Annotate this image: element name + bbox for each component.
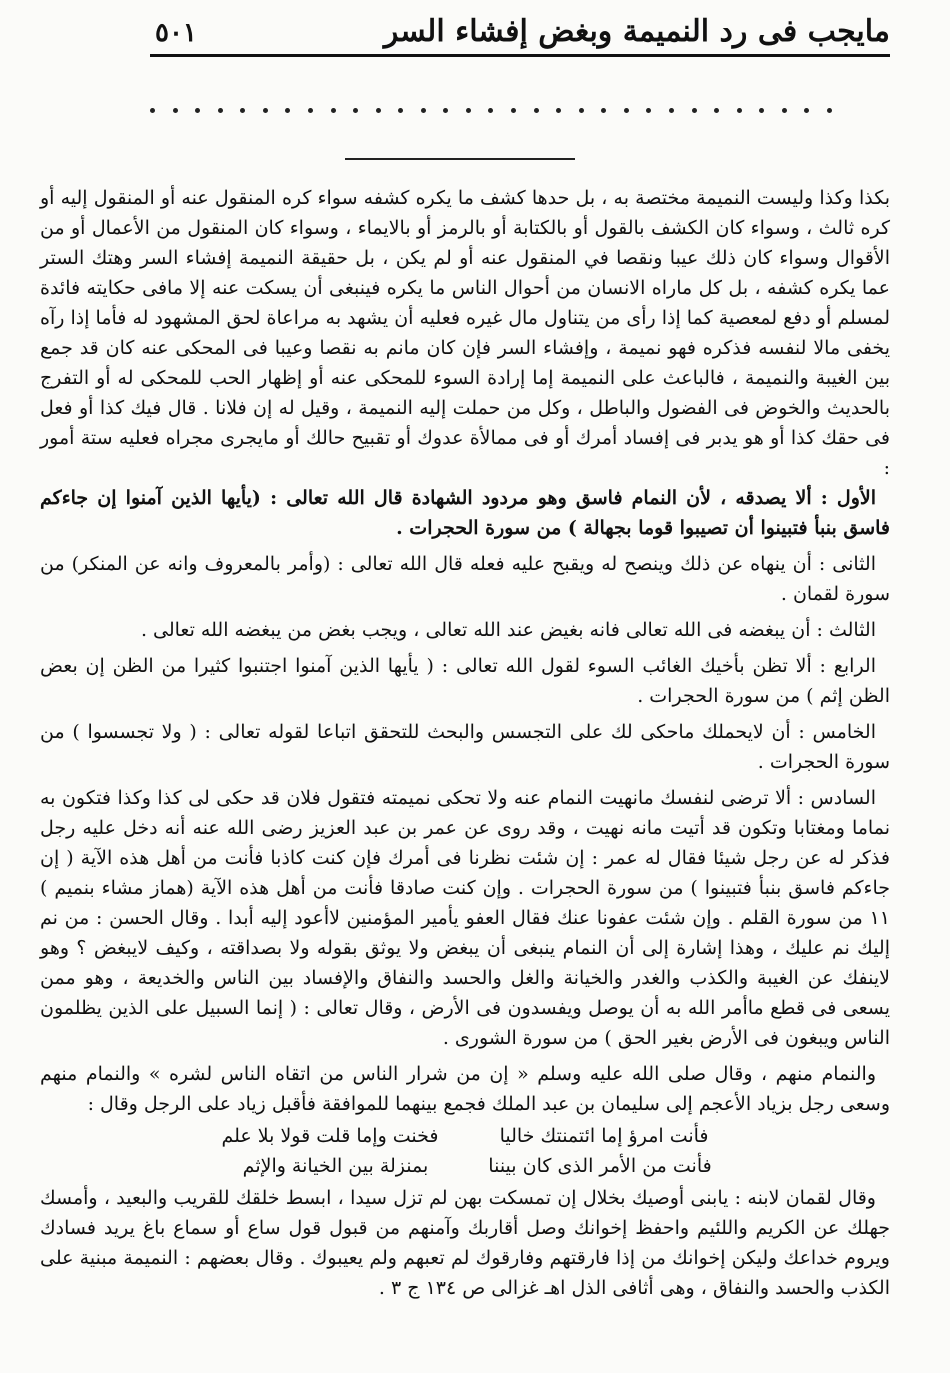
divider-dot <box>782 108 787 113</box>
paragraph: الأول : ألا يصدقه ، لأن النمام فاسق وهو مردود الشهادة قال الله تعالى : (يأيها الذين آمنوا إن جاءكم فاسق بنبأ فتبينوا أن تصيبوا قوما بجهالة ) من سورة الحجرات . <box>40 487 890 539</box>
divider-dot <box>398 108 403 113</box>
divider-dot <box>759 108 764 113</box>
divider-dot <box>534 108 539 113</box>
divider-dot <box>195 108 200 113</box>
divider-dot <box>331 108 336 113</box>
verse-first-hemistich: فأنت امرؤ إما ائتمنتك خاليا <box>499 1125 709 1147</box>
divider-dot <box>488 108 493 113</box>
ellipsis-divider <box>150 108 832 113</box>
paragraph: الثانى : أن ينهاه عن ذلك وينصح له ويقبح عليه فعله قال الله تعالى : (وأمر بالمعروف وانه عن المنكر) من سورة لقمان . <box>40 553 890 605</box>
paragraph: الخامس : أن لايحملك ماحكى لك على التجسس والبحث للتحقق اتباعا لقوله تعالى : ( ولا تجسسوا ) من سورة الحجرات . <box>40 721 890 773</box>
divider-dot <box>692 108 697 113</box>
divider-dot <box>556 108 561 113</box>
paragraph: وقال لقمان لابنه : يابنى أوصيك بخلال إن تمسكت بهن لم تزل سيدا ، ابسط خلقك للقريب والبعيد ، وأمسك جهلك عن الكريم واللئيم واحفظ إخوانك وصل أقاربك وآمنهم من قبول قول ساع أو سماع باغ يريد فسادك ويروم خداعك وليكن إخوانك من إذا فارقتهم وفارقوك لم تعبهم ولم يعيبوك . وقال بعضهم : النميمة مبنية على الكذب والحسد والنفاق ، وهى أثافى الذل اهـ غزالى ص ١٣٤ ج ٣ . <box>40 1187 890 1299</box>
poem <box>40 1121 890 1181</box>
divider-dot <box>827 108 832 113</box>
divider-dot <box>601 108 606 113</box>
divider-dot <box>714 108 719 113</box>
section-rule <box>345 158 575 160</box>
poem-verse <box>40 1151 890 1181</box>
page-number: ٥٠١ <box>155 18 197 48</box>
verse-second-hemistich: بمنزلة بين الخيانة والإثم <box>242 1155 429 1177</box>
divider-dot <box>376 108 381 113</box>
poem-verse <box>40 1121 890 1151</box>
divider-dot <box>240 108 245 113</box>
divider-dot <box>150 108 155 113</box>
verse-second-hemistich: فخنت وإما قلت قولا بلا علم <box>221 1125 439 1147</box>
paragraph: الثالث : أن يبغضه فى الله تعالى فانه بغيض عند الله تعالى ، ويجب بغض من يبغضه الله تعالى . <box>140 619 876 641</box>
divider-dot <box>624 108 629 113</box>
divider-dot <box>353 108 358 113</box>
divider-dot <box>173 108 178 113</box>
paragraph: الرابع : ألا تظن بأخيك الغائب السوء لقول الله تعالى : ( يأيها الذين آمنوا اجتنبوا كثيرا من الظن إن بعض الظن إثم ) من سورة الحجرات . <box>40 655 890 707</box>
divider-dot <box>263 108 268 113</box>
page-body <box>40 183 890 1353</box>
divider-dot <box>421 108 426 113</box>
divider-dot <box>646 108 651 113</box>
divider-dot <box>285 108 290 113</box>
paragraph: بكذا وكذا وليست النميمة مختصة به ، بل حدها كشف ما يكره كشفه سواء كره المنقول عنه أو المنقول إليه أو كره ثالث ، وسواء كان الكشف بالقول أو بالكتابة أو بالرمز أو بالايماء ، وسواء كان المنقول من الأعمال أو من الأقوال وسواء كان ذلك عيبا ونقصا في المنقول عنه أو لم يكن ، بل حقيقة النميمة إفشاء السر وهتك الستر عما يكره كشفه ، بل كل ماراه الانسان من أحوال الناس ما يكره فينبغى أن يسكت عنه إلا مافى حكايته فائدة لمسلم أو دفع لمعصية كما إذا رأى من يتناول مال غيره فعليه أن يشهد به مراعاة لحق المشهود له فأما إذا رآه يخفى مالا لنفسه فذكره فهو نميمة ، وإفشاء السر فإن كان مانم به نقصا وعيبا فى المحكى عنه كان قد جمع بين الغيبة والنميمة ، فالباعث على النميمة إما إرادة السوء للمحكى عنه أو إظهار الحب للمحكى له أو التفرج بالحديث والخوض فى الفضول والباطل ، وكل من حملت إليه النميمة ، وقيل له إن فلانا . قال فيك كذا أو فعل فى حقك كذا أو هو يدبر فى إفساد أمرك أو فى ممالأة عدوك أو تقبيح حالك أو مايجرى مجراه فعليه ستة أمور : <box>40 187 890 479</box>
divider-dot <box>511 108 516 113</box>
page-header <box>150 8 890 57</box>
divider-dot <box>218 108 223 113</box>
divider-dot <box>669 108 674 113</box>
divider-dot <box>737 108 742 113</box>
paragraph: والنمام منهم ، وقال صلى الله عليه وسلم « إن من شرار الناس من اتقاه الناس لشره » والنمام منهم وسعى رجل بزياد الأعجم إلى سليمان بن عبد الملك فجمع بينهما للموافقة فأقبل زياد على الرجل وقال : <box>40 1063 890 1115</box>
paragraph: السادس : ألا ترضى لنفسك مانهيت النمام عنه ولا تحكى نميمته فتقول فلان قد حكى لى كذا وكذا فتكون به نماما ومغتابا وتكون قد أتيت مانه نهيت ، وقد روى عن عمر بن عبد العزيز رضى الله عنه أنه دخل عليه رجل فذكر له عن رجل شيئا فقال له عمر : إن شئت نظرنا فى أمرك فإن كنت كاذبا فأنت من أهل هذه الآية ( إن جاءكم فاسق بنبأ فتبينوا ) من سورة الحجرات . وإن كنت صادقا فأنت من أهل هذه الآية (هماز مشاء بنميم ) ١١ من سورة القلم . وإن شئت عفونا عنك فقال العفو يأمير المؤمنين لاأعود إليه أبدا . وقال الحسن : من نم إليك نم عليك ، وهذا إشارة إلى أن النمام ينبغى أن يبغض ولا يوثق بقوله ولا بصداقته ، وكيف لايبغض ؟ وهو لاينفك عن الغيبة والكذب والغدر والخيانة والغل والحسد والنفاق والإفساد بين الناس والخديعة ، وهو ممن يسعى فى قطع ماأمر الله به أن يوصل ويفسدون فى الأرض ، وقال تعالى : ( إنما السبيل على الذين يظلمون الناس ويبغون فى الأرض بغير الحق ) من سورة الشورى . <box>40 787 890 1049</box>
divider-dot <box>443 108 448 113</box>
verse-first-hemistich: فأنت من الأمر الذى كان بيننا <box>488 1155 712 1177</box>
divider-dot <box>579 108 584 113</box>
divider-dot <box>308 108 313 113</box>
running-title: مايجب فى رد النميمة وبغض إفشاء السر <box>383 14 890 49</box>
divider-dot <box>466 108 471 113</box>
divider-dot <box>804 108 809 113</box>
